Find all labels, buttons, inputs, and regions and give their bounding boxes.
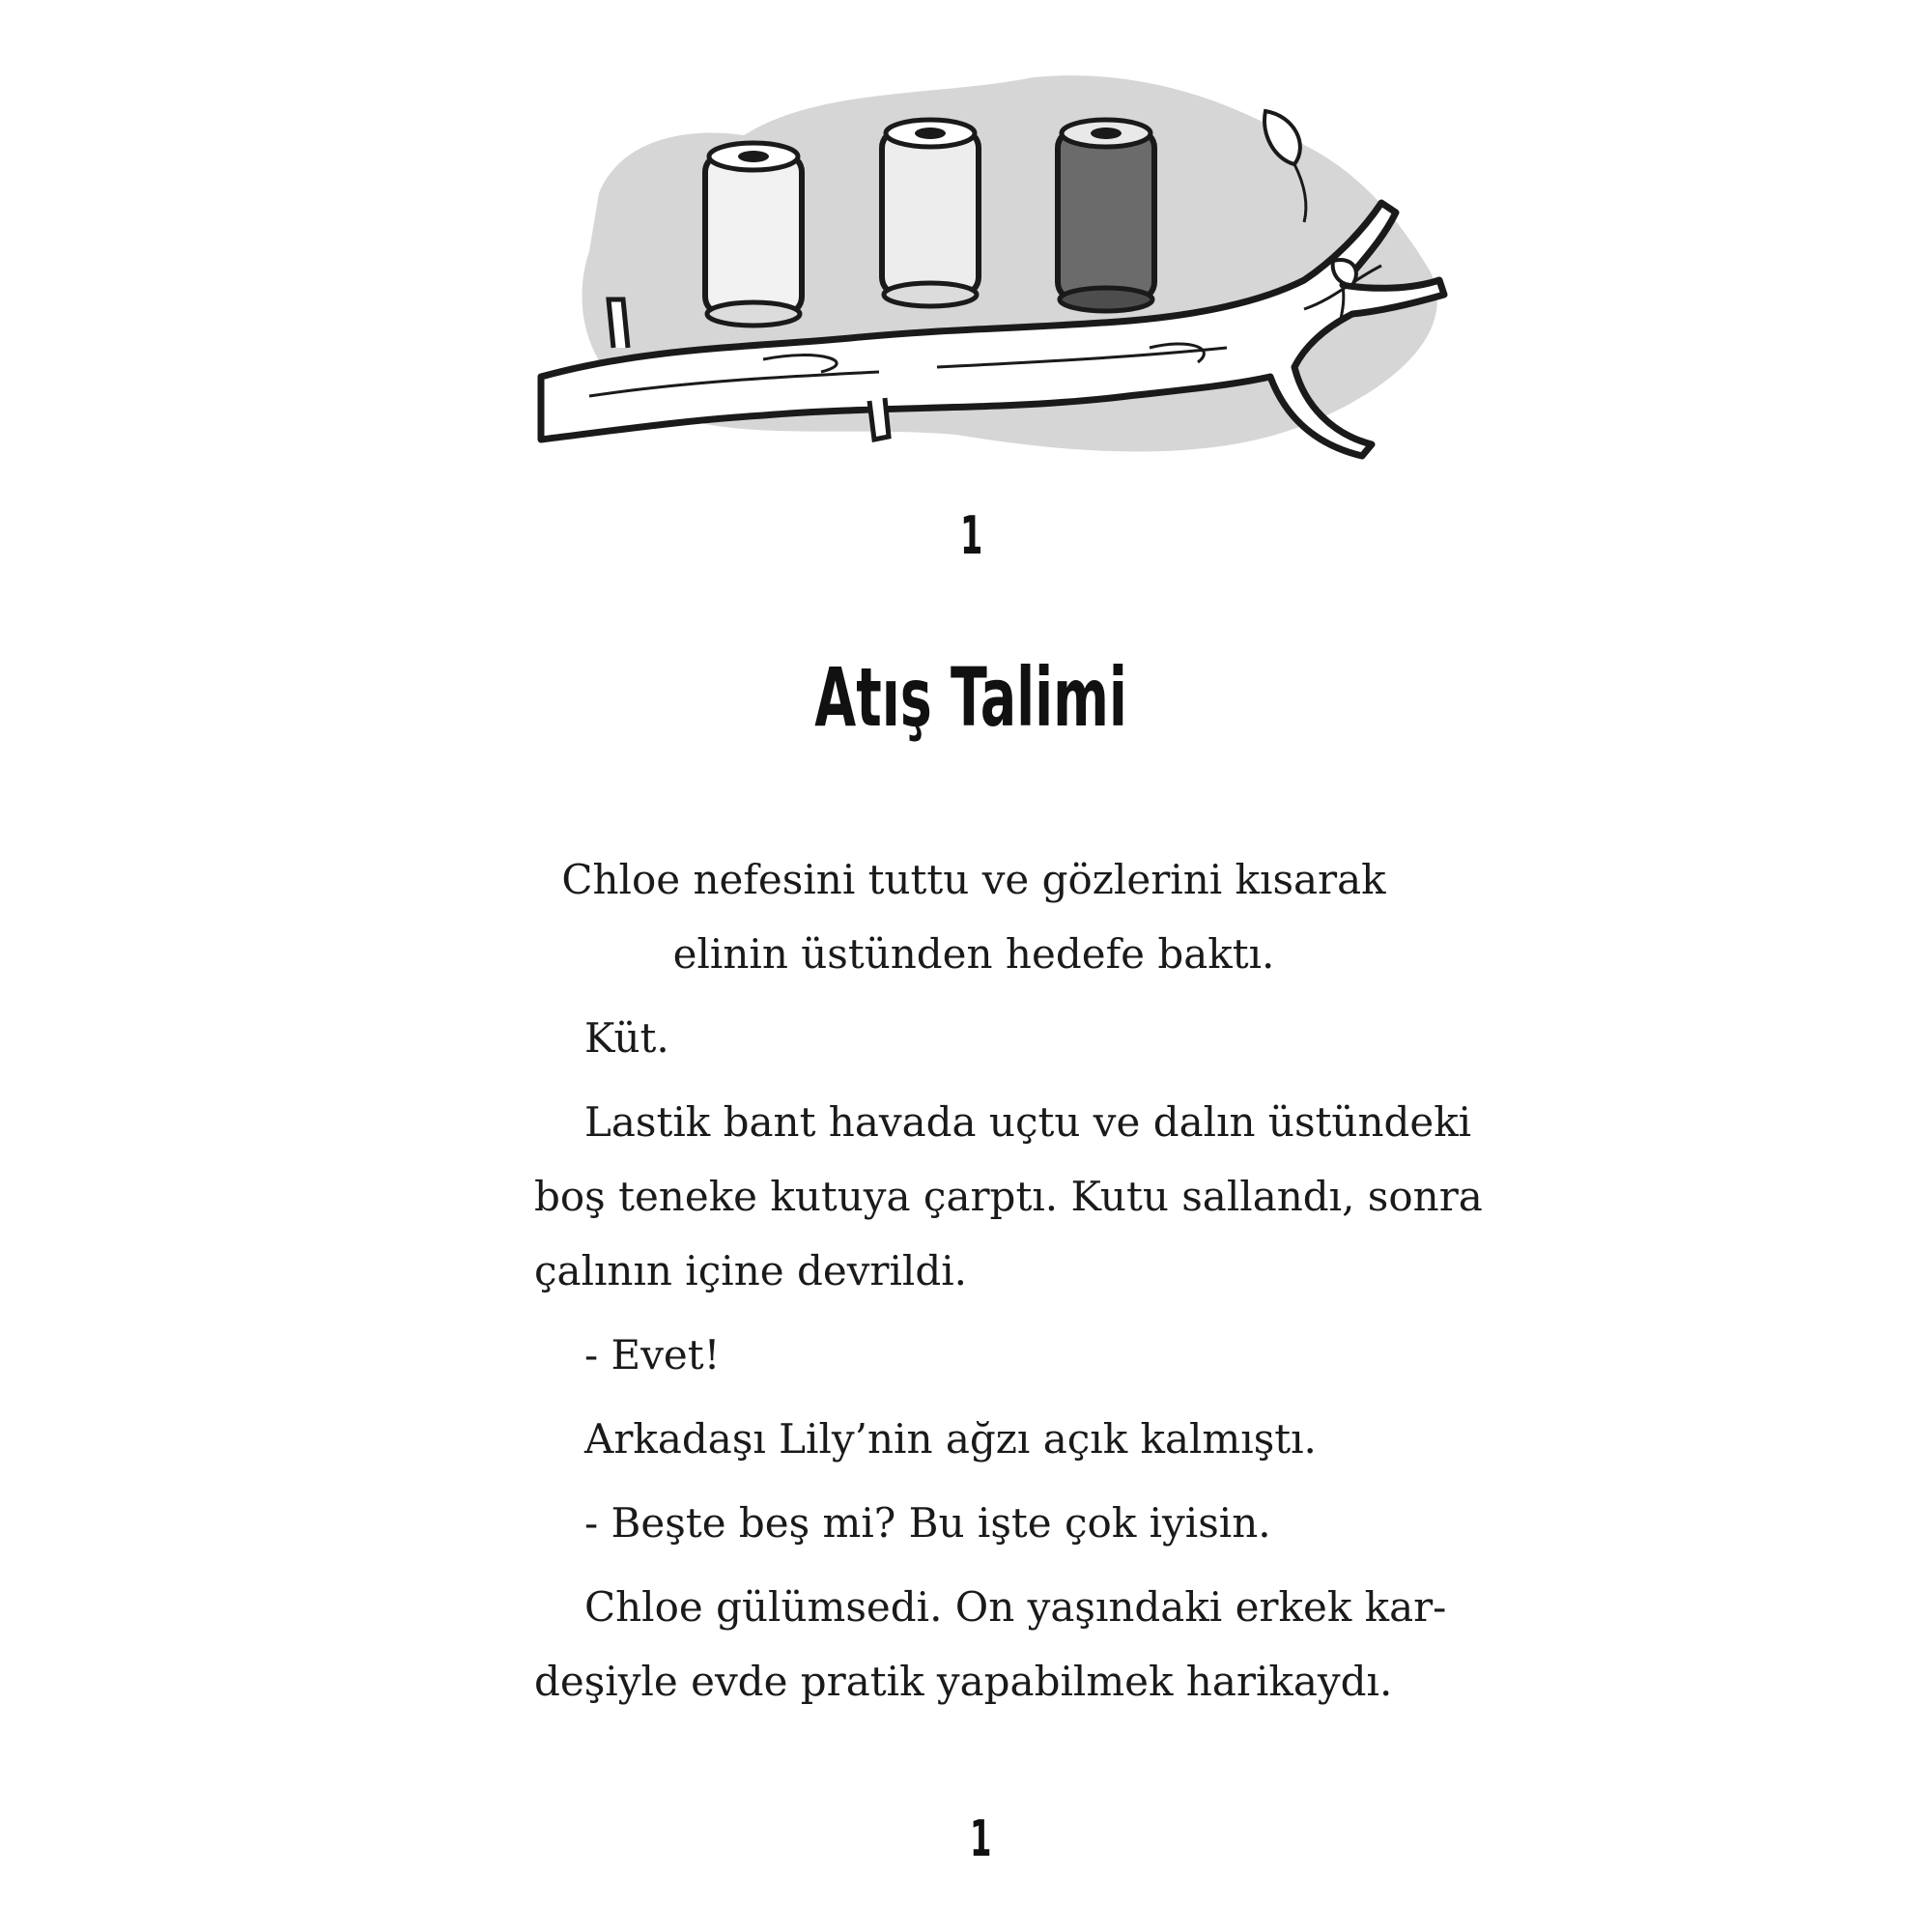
cans-on-branch-illustration: [531, 58, 1478, 493]
chapter-number: 1: [960, 505, 983, 566]
text-line: deşiyle evde pratik yapabilmek harikaydı.: [534, 1658, 1393, 1705]
paragraph: [534, 842, 1413, 991]
chapter-illustration: [531, 58, 1478, 493]
text-line: Arkadaşı Lily’nin ağzı açık kalmıştı.: [584, 1415, 1317, 1463]
page-number: 1: [969, 1810, 992, 1868]
paragraph: [534, 1318, 1433, 1392]
text-line: Chloe nefesini tuttu ve gözlerini kısarak: [561, 856, 1386, 903]
can-dark: [1058, 120, 1154, 311]
text-line: elinin üstünden hedefe baktı.: [672, 930, 1275, 978]
paragraph: [534, 1001, 1433, 1075]
text-line: çalının içine devrildi.: [534, 1247, 968, 1294]
can-white: [882, 120, 979, 306]
text-line: Küt.: [584, 1014, 669, 1062]
text-line: boş teneke kutuya çarptı. Kutu sallandı, sonra: [534, 1173, 1483, 1220]
paragraph: [534, 1402, 1433, 1476]
text-line: - Evet!: [584, 1331, 721, 1378]
text-line: Lastik bant havada uçtu ve dalın üstündeki: [584, 1098, 1472, 1146]
can-light: [705, 143, 802, 326]
paragraph: [534, 1570, 1447, 1719]
text-line: Chloe gülümsedi. On yaşındaki erkek kar-: [584, 1583, 1447, 1631]
body-text: [534, 842, 1483, 1728]
text-line: - Beşte beş mi? Bu işte çok iyisin.: [584, 1499, 1271, 1547]
chapter-title: Atış Talimi: [814, 650, 1127, 745]
paragraph: [534, 1085, 1483, 1308]
paragraph: [534, 1486, 1433, 1560]
